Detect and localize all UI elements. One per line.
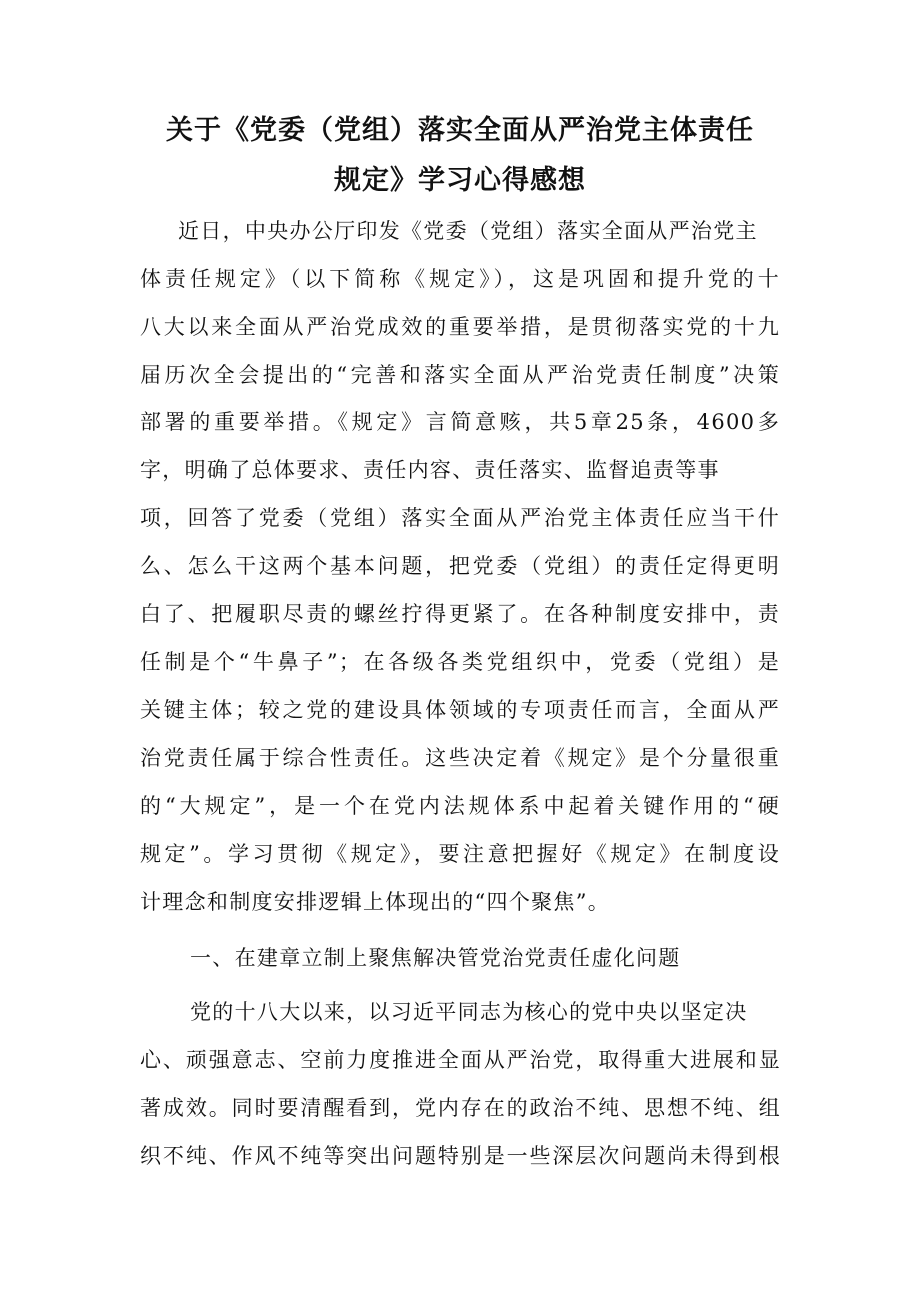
paragraph-1-line-8: 么、怎么干这两个基本问题，把党委（党组）的责任定得更明 bbox=[140, 554, 780, 578]
paragraph-1-line-1: 近日，中央办公厅印发《党委（党组）落实全面从严治党主 bbox=[178, 219, 758, 243]
paragraph-1-line-2: 体责任规定》（以下简称《规定》），这是巩固和提升党的十 bbox=[140, 267, 780, 291]
paragraph-1-line-10: 任制是个“牛鼻子”；在各级各类党组织中，党委（党组）是 bbox=[140, 650, 780, 674]
paragraph-1-line-13: 的“大规定”，是一个在党内法规体系中起着关键作用的“硬 bbox=[140, 794, 780, 818]
document-title-line-2: 规定》学习心得感想 bbox=[334, 165, 586, 196]
paragraph-1-line-11: 关键主体；较之党的建设具体领域的专项责任而言，全面从严 bbox=[140, 698, 780, 722]
paragraph-1-line-15: 计理念和制度安排逻辑上体现出的“四个聚焦”。 bbox=[140, 890, 611, 914]
paragraph-2-line-1: 党的十八大以来，以习近平同志为核心的党中央以坚定决 bbox=[190, 1000, 748, 1024]
paragraph-1-line-7: 项，回答了党委（党组）落实全面从严治党主体责任应当干什 bbox=[140, 506, 780, 530]
section-1-heading: 一、在建章立制上聚焦解决管党治党责任虚化问题 bbox=[190, 946, 681, 970]
paragraph-1-line-6: 字，明确了总体要求、责任内容、责任落实、监督追责等事 bbox=[140, 458, 720, 482]
paragraph-2-line-3: 著成效。同时要清醒看到，党内存在的政治不纯、思想不纯、组 bbox=[140, 1096, 780, 1120]
paragraph-1-line-12: 治党责任属于综合性责任。这些决定着《规定》是个分量很重 bbox=[140, 746, 780, 770]
paragraph-2-line-4: 织不纯、作风不纯等突出问题特别是一些深层次问题尚未得到根 bbox=[140, 1144, 780, 1168]
paragraph-1-line-3: 八大以来全面从严治党成效的重要举措，是贯彻落实党的十九 bbox=[140, 315, 780, 339]
paragraph-1-line-4: 届历次全会提出的“完善和落实全面从严治党责任制度”决策 bbox=[140, 363, 780, 387]
paragraph-1-line-9: 白了、把履职尽责的螺丝拧得更紧了。在各种制度安排中，责 bbox=[140, 602, 780, 626]
document-title-line-1: 关于《党委（党组）落实全面从严治党主体责任 bbox=[166, 115, 754, 146]
paragraph-2-line-2: 心、顽强意志、空前力度推进全面从严治党，取得重大进展和显 bbox=[140, 1048, 780, 1072]
paragraph-1-line-5: 部署的重要举措。《规定》言简意赅，共5章25条，4600多 bbox=[140, 410, 780, 434]
paragraph-1-line-14: 规定”。学习贯彻《规定》，要注意把握好《规定》在制度设 bbox=[140, 842, 780, 866]
